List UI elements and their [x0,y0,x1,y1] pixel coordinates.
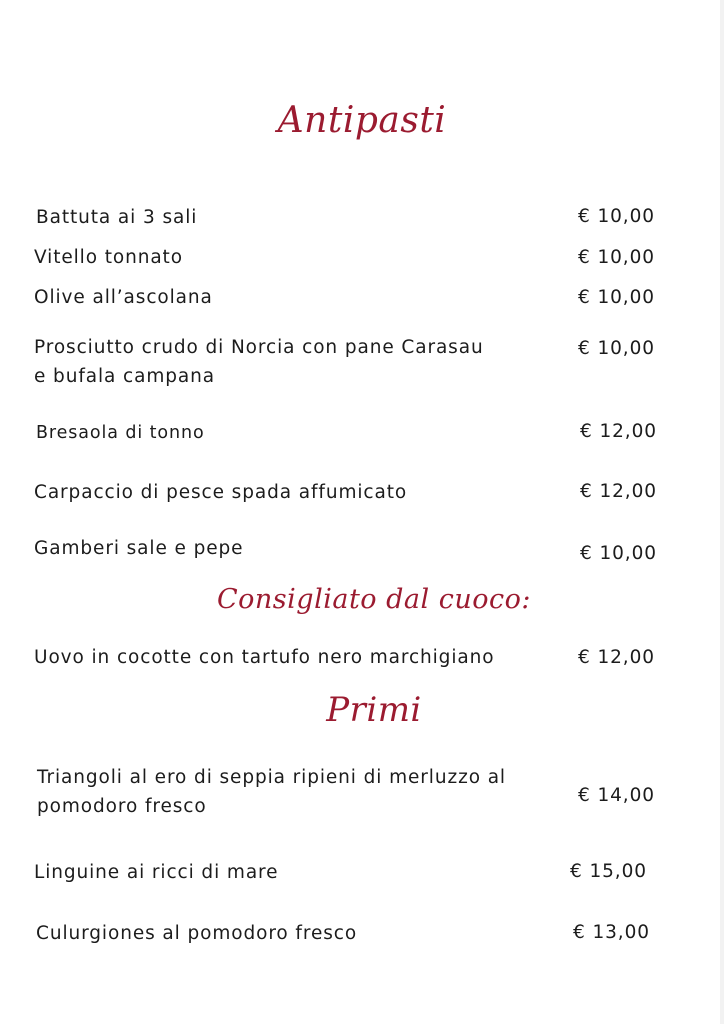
menu-item-price: € 10,00 [578,206,655,227]
heading-consigliato: Consigliato dal cuoco: [217,584,531,615]
menu-item-price: € 15,00 [570,861,647,882]
menu-item-name-continued: pomodoro fresco [37,796,207,817]
menu-item-price: € 12,00 [578,647,655,668]
menu-item-name: Culurgiones al pomodoro fresco [36,923,358,944]
menu-item-name: Vitello tonnato [34,247,183,268]
menu-item-name-continued: e bufala campana [34,366,216,387]
menu-item-name: Bresaola di tonno [36,423,205,443]
menu-item-name: Battuta ai 3 sali [36,207,198,228]
menu-item-name: Olive all’ascolana [34,287,213,308]
menu-item-name: Gamberi sale e pepe [34,538,244,559]
heading-antipasti: Antipasti [277,100,447,141]
menu-item-name: Triangoli al ero di seppia ripieni di merluzzo al [37,767,506,788]
menu-item-price: € 12,00 [580,421,657,442]
menu-item-price: € 13,00 [573,922,650,943]
menu-item-name: Linguine ai ricci di mare [34,862,279,883]
menu-item-price: € 10,00 [578,287,655,308]
heading-primi: Primi [326,690,422,730]
menu-item-price: € 10,00 [580,543,657,564]
menu-item-price: € 14,00 [578,785,655,806]
menu-item-name: Uovo in cocotte con tartufo nero marchigiano [34,647,495,668]
menu-item-price: € 12,00 [580,481,657,502]
menu-item-price: € 10,00 [578,247,655,268]
menu-item-name: Carpaccio di pesce spada affumicato [34,482,408,503]
page-edge [720,0,724,1024]
menu-item-price: € 10,00 [578,338,655,359]
menu-item-name: Prosciutto crudo di Norcia con pane Carasau [34,337,484,358]
